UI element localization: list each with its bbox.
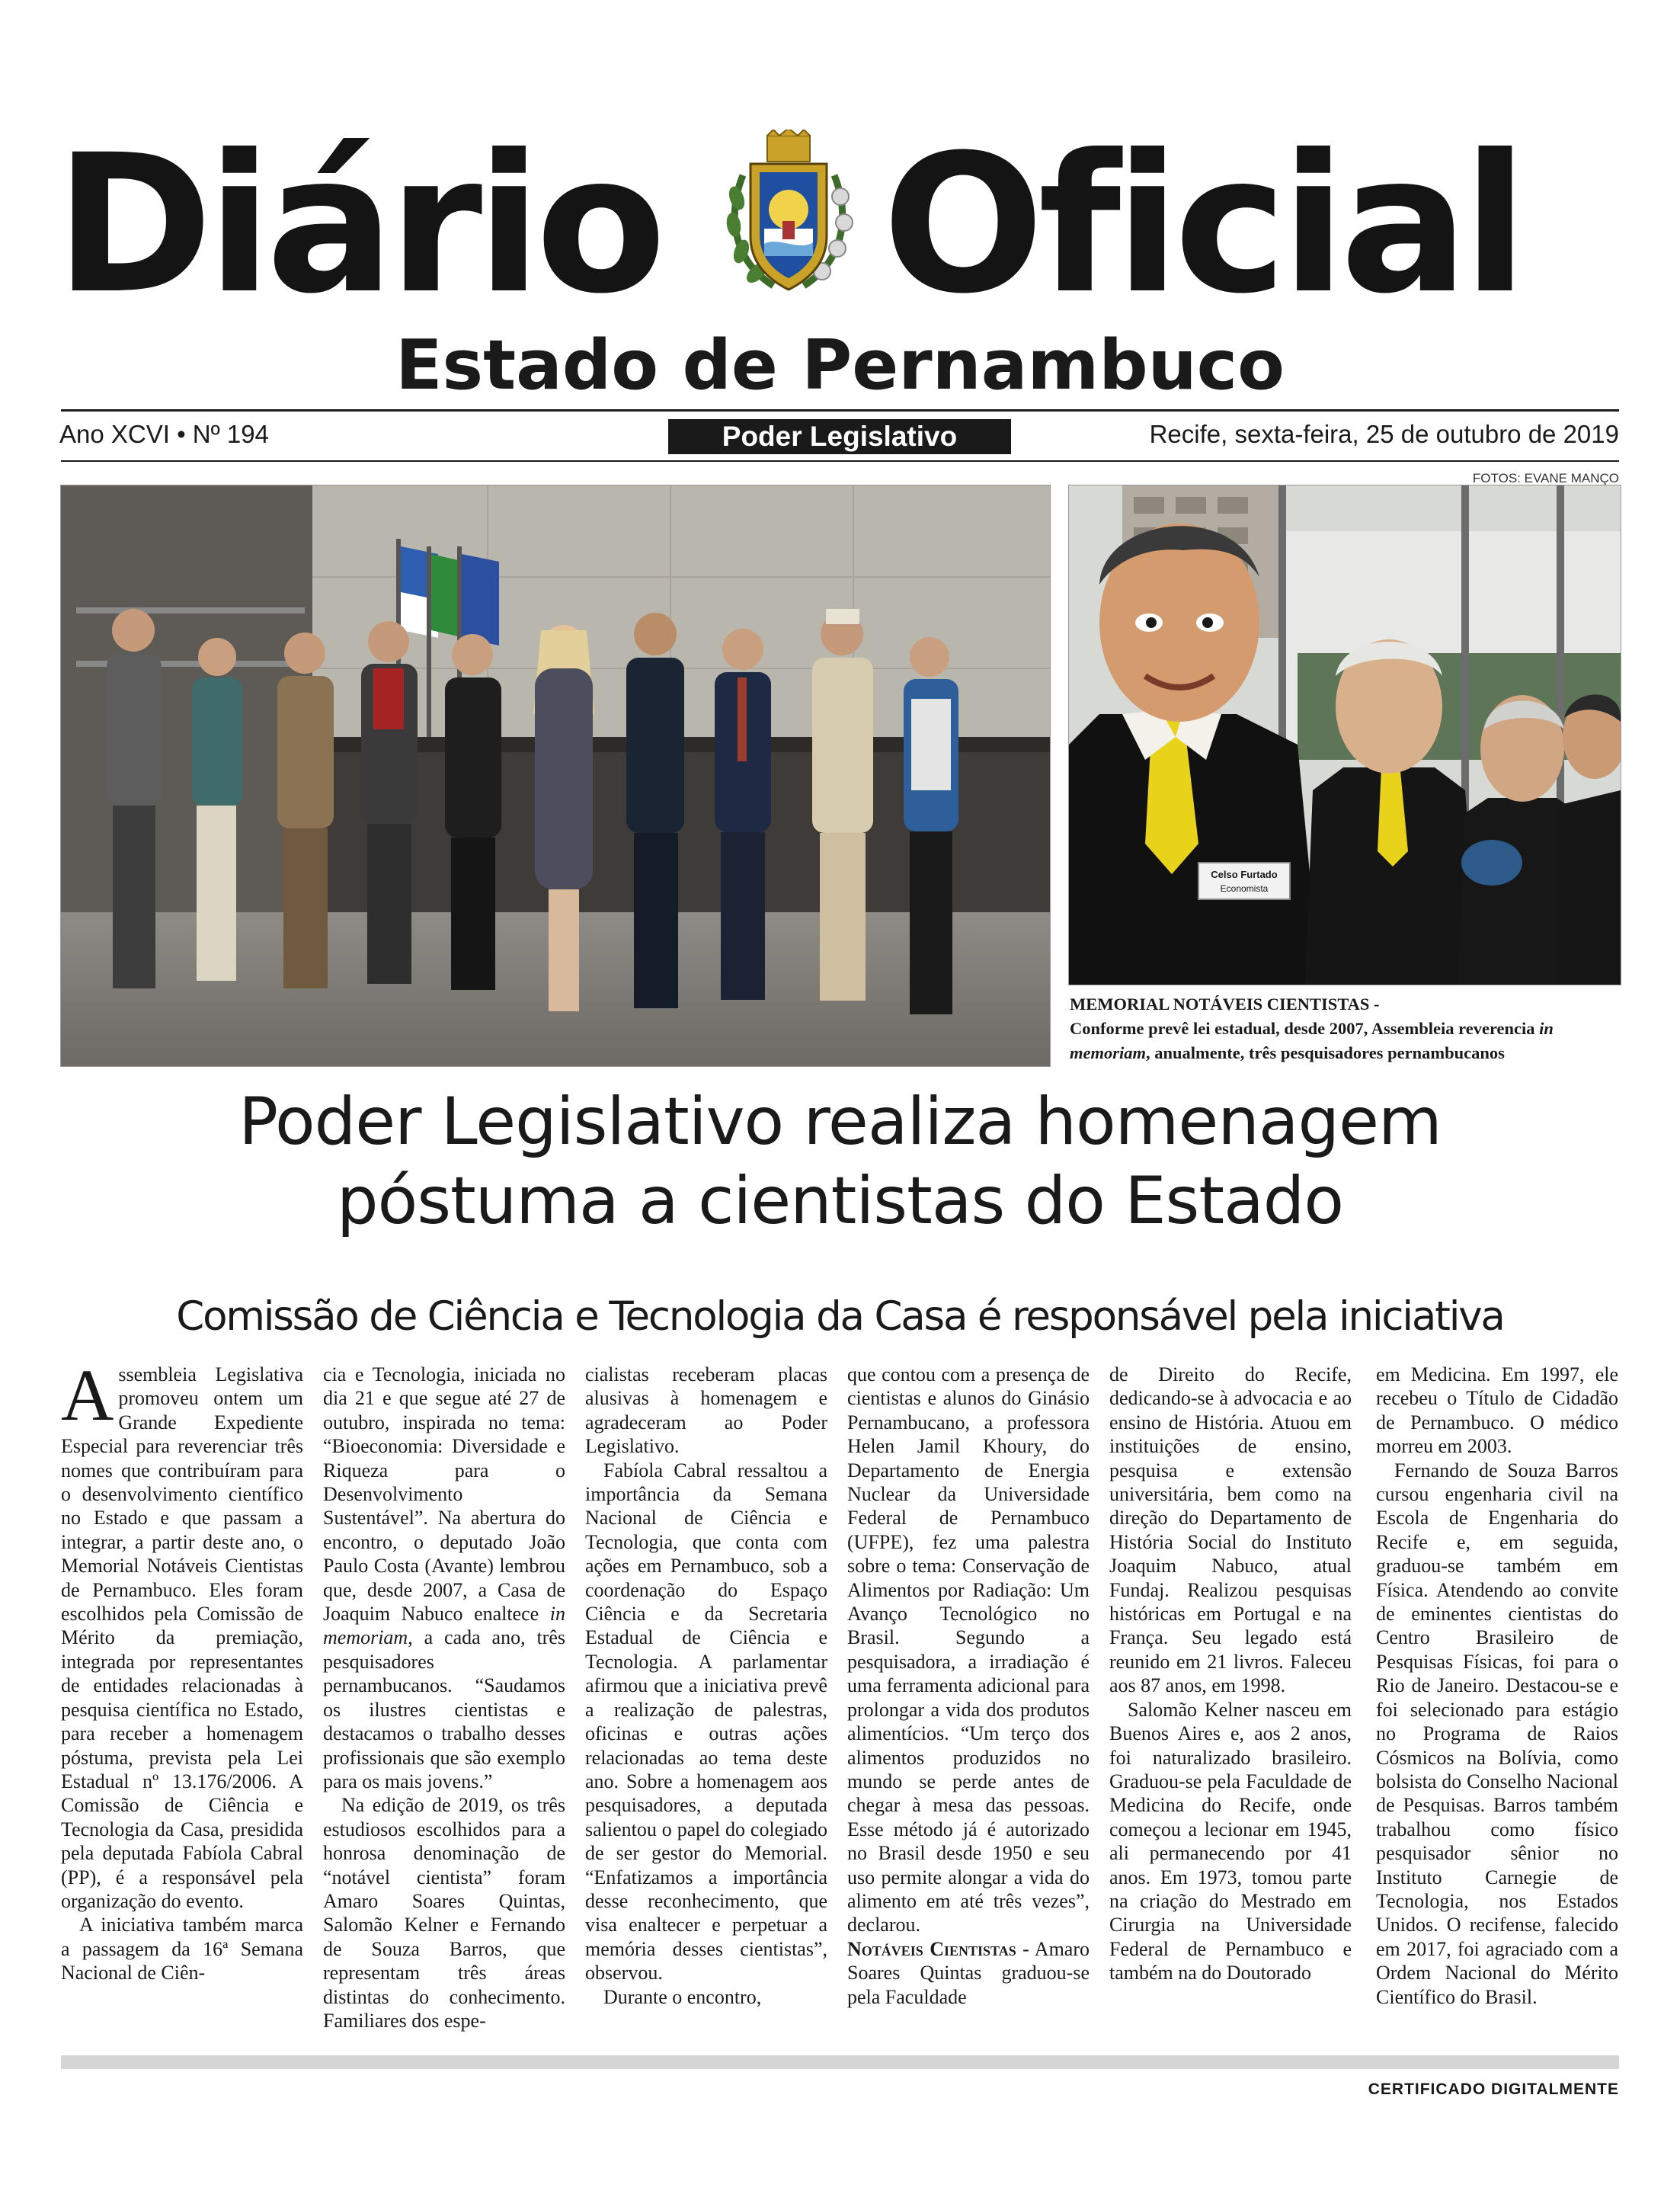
subheadline: Comissão de Ciência e Tecnologia da Casa é responsável pela iniciativa <box>176 1293 1504 1340</box>
article-paragraph <box>323 1363 565 1793</box>
article-italic: in memoriam <box>323 1603 565 1649</box>
masthead-title-right: Oficial <box>882 114 1522 335</box>
caption-italic: in memoriam <box>1070 1019 1554 1062</box>
photo-caption <box>1070 992 1620 1065</box>
section-label: Poder Legislativo <box>668 419 1011 454</box>
footer-bar <box>61 2055 1619 2069</box>
article-paragraph: A iniciativa também marca a passagem da 16ª Semana Nacional de Ciên- <box>61 1914 303 1984</box>
coat-of-arms-emblem <box>720 130 857 301</box>
edition-number: Ano XCVI • Nº 194 <box>59 420 269 448</box>
article-paragraph: Fernando de Souza Barros cursou engenharia civil na Escola de Engenharia do Recife e, em seguida, graduou-se também em Física. Atendendo ao convite de eminentes cientistas do Centro Brasileiro de Pesquisas Físicas, foi para o Rio de Janeiro. Destacou-se e foi selecionado para estágio no Programa de Raios Cósmicos na Bolívia, como bolsista do Conselho Nacional de Pesquisas. Barros também trabalhou como físico pesquisador sênior no Instituto Carnegie de Tecnologia, nos Estados Unidos. O recifense, falecido em 2017, foi agraciado com a Ordem Nacional do Mérito Científico do Brasil. <box>1376 1459 1618 2008</box>
memorial-cutouts-photo <box>1068 485 1621 985</box>
article-column-3 <box>585 1363 827 2009</box>
article-column-4 <box>847 1363 1090 2009</box>
masthead-subtitle: Estado de Pernambuco <box>395 325 1285 405</box>
article-column-2 <box>323 1363 565 2032</box>
subsection-title: Notáveis Cientistas <box>847 1937 1016 1960</box>
caption-title: MEMORIAL NOTÁVEIS CIENTISTAS - <box>1070 995 1380 1014</box>
article-paragraph: Durante o encontro, <box>603 1985 762 2008</box>
top-rule <box>61 409 1619 412</box>
article-paragraph <box>847 1937 1090 2009</box>
article-paragraph: em Medicina. Em 1997, ele recebeu o Título de Cidadão de Pernambuco. O médico morreu em 2003. <box>1376 1363 1618 1458</box>
badge-name: Celso Furtado <box>1211 869 1278 880</box>
article-text: cia e Tecnologia, iniciada no dia 21 e que segue até 27 de outubro, inspirada no tema: “Bioeconomia: Diversidade e Riqueza para o Desenvolvimento Sustentável”. Na abertura do encontro, o deputado João Paulo Costa (Avante) lembrou que, desde 2007, a Casa de Joaquim Nabuco enaltece <box>323 1363 565 1626</box>
headline <box>30 1082 1650 1241</box>
article-paragraph: de Direito do Recife, dedicando-se à advocacia e ao ensino de História. Atuou em instituições de ensino, pesquisa e extensão universitária, bem como na direção do Departamento de História Social do Instituto Joaquim Nabuco, atual Fundaj. Realizou pesquisas históricas em Portugal e na França. Seu legado está reunido em 21 livros. Faleceu aos 87 anos, em 1998. <box>1109 1363 1352 1697</box>
headline-line-1: Poder Legislativo realiza homenagem <box>238 1084 1442 1160</box>
article-paragraph: Salomão Kelner nasceu em Buenos Aires e, aos 2 anos, foi naturalizado brasileiro. Graduou-se pela Faculdade de Medicina do Recife, onde começou a lecionar em 1945, ali permanecendo por 41 anos. Em 1973, tomou parte na criação do Mestrado em Cirurgia na Universidade Federal de Pernambuco e também na do Doutorado <box>1109 1698 1352 1984</box>
caption-text-end: , anualmente, três pesquisadores pernambucanos <box>1146 1043 1505 1062</box>
badge-role: Economista <box>1220 883 1269 894</box>
drop-cap: A <box>61 1354 114 1436</box>
article-column-5 <box>1109 1363 1352 1985</box>
article-paragraph: cialistas receberam placas alusivas à homenagem e agradeceram ao Poder Legislativo. <box>585 1363 827 1458</box>
article-paragraph: que contou com a presença de cientistas e alunos do Ginásio Pernambucano, a professora Helen Jamil Khoury, do Departamento de Energia Nuclear da Universidade Federal de Pernambuco (UFPE), fez uma palestra sobre o tema: Conservação de Alimentos por Radiação: Um Avanço Tecnológico no Brasil. Segundo a pesquisadora, a irradiação é uma ferramenta adicional para prolongar a vida dos produtos alimentícios. “Um terço dos alimentos produzidos no mundo se perde antes de chegar à mesa das pessoas. Esse método já é autorizado no Brasil desde 1950 e seu uso permite alongar a vida do alimento em até três vezes”, declarou. <box>847 1363 1090 1936</box>
article-paragraph: Na edição de 2019, os três estudiosos escolhidos para a honrosa denominação de “notável cientista” foram Amaro Soares Quintas, Salomão Kelner e Fernando de Souza Barros, que representam três áreas distintas do conhecimento. Familiares dos espe- <box>323 1794 565 2032</box>
article-text: , a cada ano, três pesquisadores pernambucanos. “Saudamos os ilustres cientistas e destacamos o trabalho desses profissionais que são exemplo para os mais jovens.” <box>323 1626 565 1792</box>
article-text: - Amaro Soares Quintas graduou-se pela Faculdade <box>847 1937 1090 2008</box>
group-photo <box>60 485 1051 1067</box>
article-paragraph <box>61 1354 303 1913</box>
article-column-6 <box>1376 1363 1618 2009</box>
article-text: ssembleia Legislativa promoveu ontem um Grande Expediente Especial para reverenciar três nomes que contribuíram para o desenvolvimento científico no Estado e que passam a integrar, a partir deste ano, o Memorial Notáveis Cientistas de Pernambuco. Eles foram escolhidos pela Comissão de Mérito da premiação, integrada por representantes de entidades relacionadas à pesquisa científica no Estado, para receber a homenagem póstuma, prevista pela Lei Estadual nº 13.176/2006. A Comissão de Ciência e Tecnologia da Casa, presidida pela deputada Fabíola Cabral (PP), é a responsável pela organização do evento. <box>61 1363 303 1912</box>
digital-certificate-label: CERTIFICADO DIGITALMENTE <box>1368 2080 1619 2098</box>
photo-credit: FOTOS: EVANE MANÇO <box>1472 471 1619 485</box>
article-paragraph: Fabíola Cabral ressaltou a importância da Semana Nacional de Ciência e Tecnologia, que conta com ações em Pernambuco, sob a coordenação do Espaço Ciência e da Secretaria Estadual de Ciência e Tecnologia. A parlamentar afirmou que a iniciativa prevê a realização de palestras, oficinas e outras ações relacionadas ao tema deste ano. Sobre a homenagem aos pesquisadores, a deputada salientou o papel do colegiado de ser gestor do Memorial. “Enfatizamos a importância desse reconhecimento, que visa enaltecer e perpetuar a memória desses cientistas”, observou. <box>585 1459 827 1984</box>
headline-line-2: póstuma a cientistas do Estado <box>337 1163 1343 1239</box>
dateline: Recife, sexta-feira, 25 de outubro de 2019 <box>1149 420 1619 448</box>
article-column-1 <box>61 1354 303 1985</box>
caption-text: Conforme prevê lei estadual, desde 2007, Assembleia reverencia <box>1070 1019 1535 1038</box>
masthead-title-left: Diário <box>55 114 661 335</box>
bottom-rule <box>61 460 1619 462</box>
